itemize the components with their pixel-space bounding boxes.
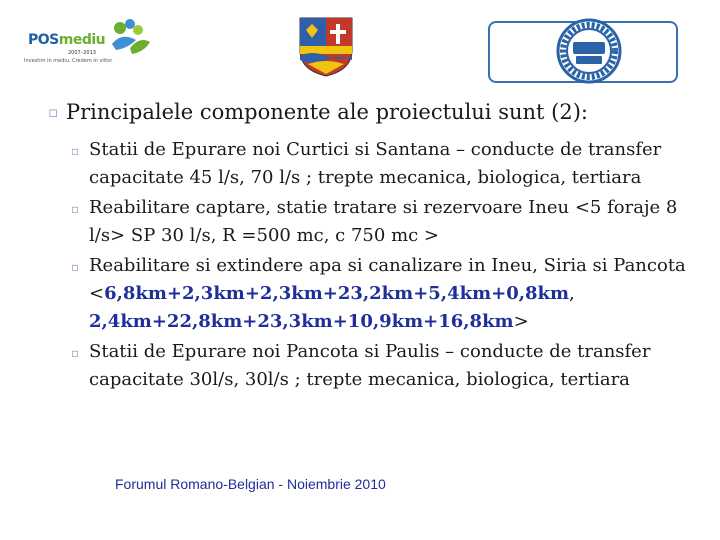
caa-company-seal <box>556 18 622 84</box>
item-text-after: > <box>513 311 529 332</box>
bullet-icon: ▫ <box>71 144 80 158</box>
bullet-icon: ▫ <box>48 103 59 121</box>
slide-content <box>48 98 698 396</box>
item-highlight-1: 6,8km+2,3km+2,3km+23,2km+5,4km+0,8km <box>104 283 570 304</box>
footer-text: Forumul Romano-Belgian - Noiembrie 2010 <box>115 476 386 492</box>
item-highlight-2: 2,4km+22,8km+23,3km+10,9km+16,8km <box>89 311 514 332</box>
bullet-icon: ▫ <box>71 202 80 216</box>
slide-title <box>48 98 698 126</box>
bullet-icon: ▫ <box>71 260 80 274</box>
item-text-before: Reabilitare si extindere apa si canalizare in Ineu, Siria si Pancota < <box>89 255 686 304</box>
pos-brand-part1: POS <box>28 32 59 48</box>
posmediu-mark-icon <box>106 18 152 58</box>
pos-tagline: Investim in mediu. Credem in viitor <box>24 58 113 64</box>
item-text: Statii de Epurare noi Pancota si Paulis – conducte de transfer capacitate 30l/s, 30l/s ; trepte mecanica, biologica, tertiara <box>89 341 651 390</box>
item-text: Reabilitare captare, statie tratare si rezervoare Ineu <5 foraje 8 l/s> SP 30 l/s, R =500 mc, c 750 mc > <box>89 197 678 246</box>
coat-of-arms-icon <box>298 16 354 78</box>
pos-years: 2007–2013 <box>68 50 96 56</box>
pos-brand-part2: mediu <box>58 32 106 48</box>
item-text: Statii de Epurare noi Curtici si Santana – conducte de transfer capacitate 45 l/s, 70 l/s ; trepte mecanica, biologica, tertiara <box>89 139 662 188</box>
list-item <box>71 338 698 394</box>
header <box>0 0 720 95</box>
list-item <box>71 194 698 250</box>
posmediu-logo <box>18 14 158 70</box>
pos-brand <box>28 32 105 48</box>
bullet-icon: ▫ <box>71 346 80 360</box>
list-item <box>71 252 698 336</box>
item-text-between: , <box>569 283 575 304</box>
list-item <box>71 136 698 192</box>
title-text: Principalele componente ale proiectului sunt (2): <box>66 100 588 124</box>
